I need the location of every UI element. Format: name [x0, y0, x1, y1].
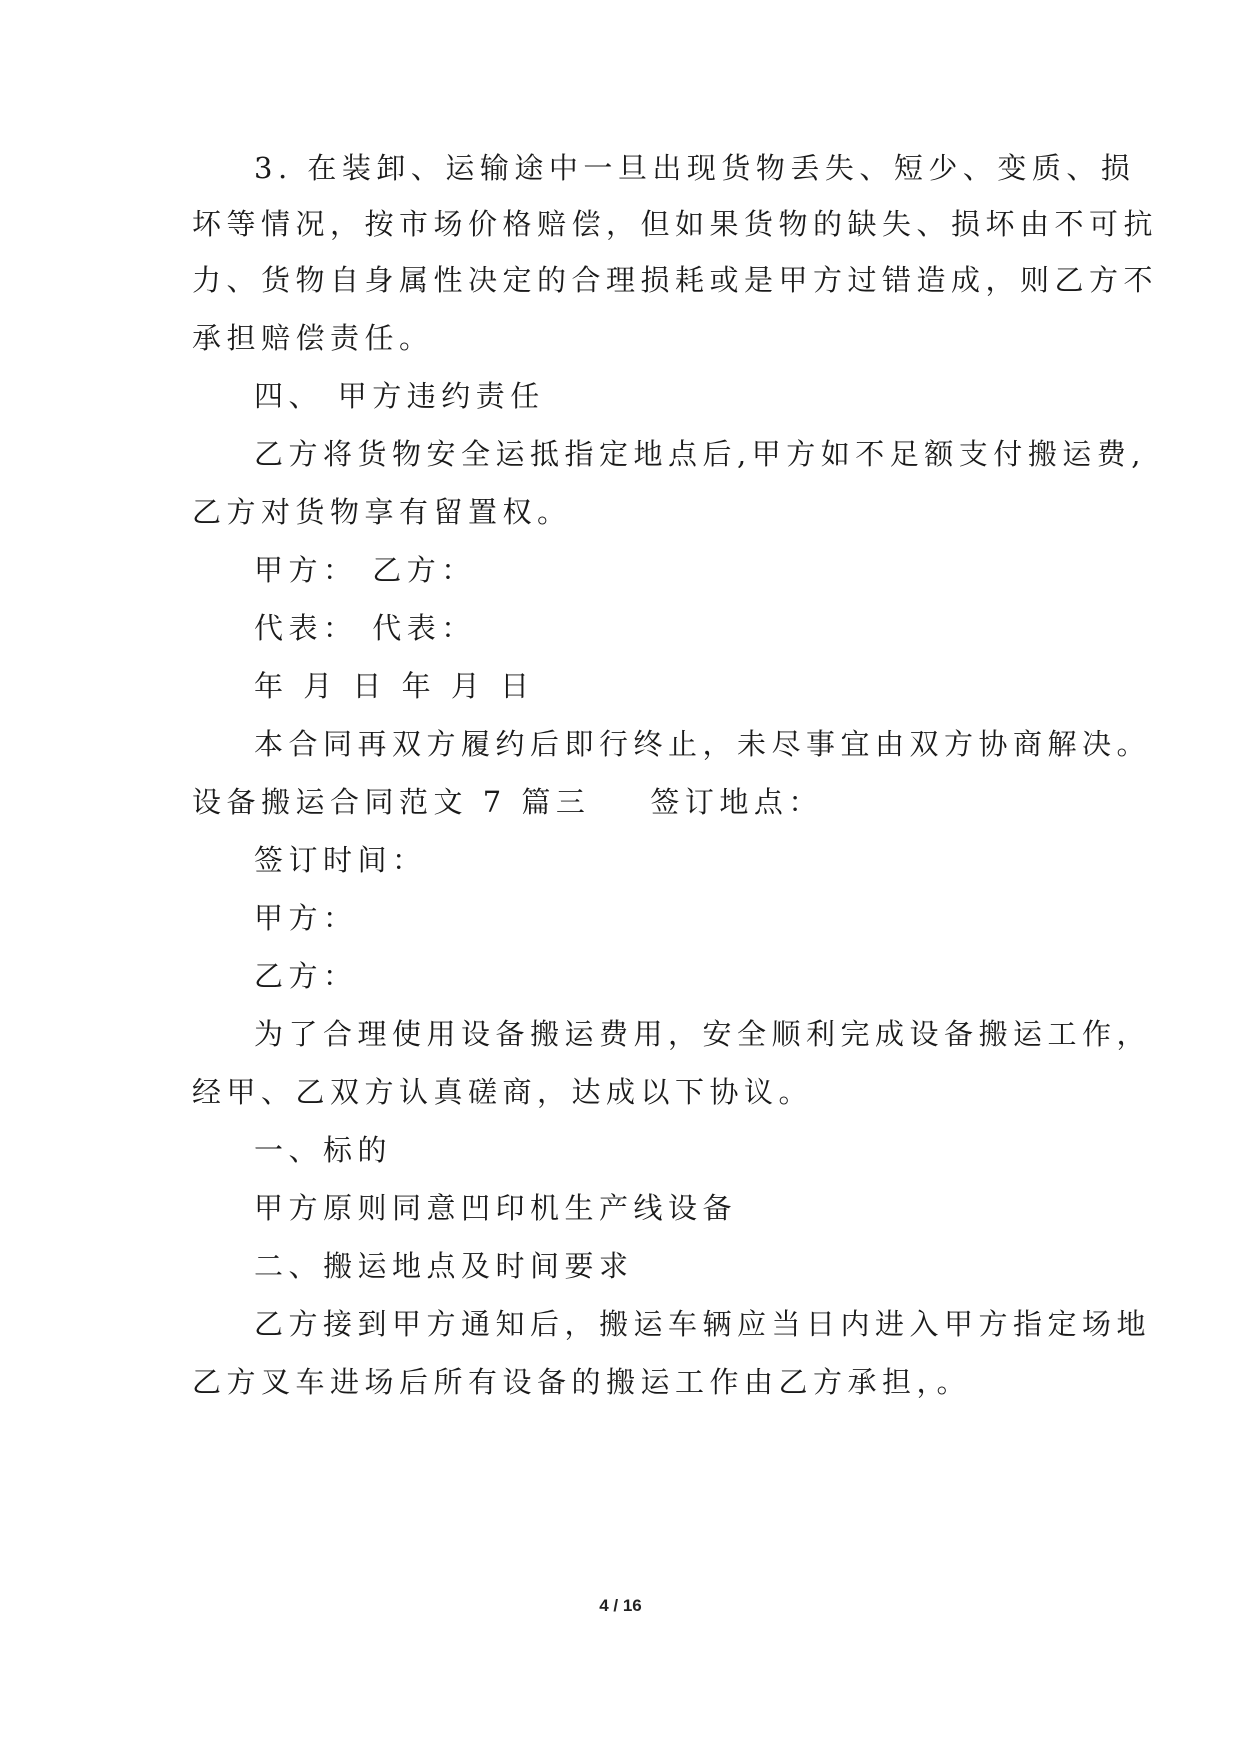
section-heading: 一、标的 [254, 1133, 393, 1167]
paragraph-line: 3. 在装卸、运输途中一旦出现货物丢失、短少、变质、损 [254, 151, 1136, 185]
paragraph-line: 坏等情况，按市场价格赔偿，但如果货物的缺失、损坏由不可抗 [192, 207, 1159, 241]
paragraph-line: 力、货物自身属性决定的合理损耗或是甲方过错造成，则乙方不 [192, 263, 1159, 297]
signature-date-line: 年 月 日 年 月 日 [254, 669, 535, 703]
party-a-label: 甲方： [254, 901, 358, 935]
signature-parties-line: 甲方： 乙方： [254, 553, 476, 587]
paragraph-line: 乙方叉车进场后所有设备的搬运工作由乙方承担，。 [192, 1365, 972, 1399]
signature-representatives-line: 代表： 代表： [254, 611, 476, 645]
paragraph-line: 乙方接到甲方通知后，搬运车辆应当日内进入甲方指定场地 [254, 1307, 1152, 1341]
contract-title-line [192, 782, 823, 822]
paragraph-line: 承担赔偿责任。 [192, 321, 434, 355]
paragraph-line: 为了合理使用设备搬运费用，安全顺利完成设备搬运工作， [254, 1017, 1152, 1051]
paragraph-line: 甲方原则同意凹印机生产线设备 [254, 1191, 738, 1225]
contract-title: 设备搬运合同范文 7 篇三 [192, 785, 591, 819]
paragraph-line: 乙方将货物安全运抵指定地点后,甲方如不足额支付搬运费, [254, 437, 1146, 471]
section-heading: 四、 甲方违约责任 [254, 379, 545, 413]
paragraph-line: 本合同再双方履约后即行终止，未尽事宜由双方协商解决。 [254, 727, 1152, 761]
party-b-label: 乙方： [254, 959, 358, 993]
section-heading: 二、搬运地点及时间要求 [254, 1249, 634, 1283]
signing-time-label: 签订时间： [254, 843, 427, 877]
page-number: 4 / 16 [599, 1596, 642, 1615]
paragraph-line: 乙方对货物享有留置权。 [192, 495, 572, 529]
paragraph-line: 经甲、乙双方认真磋商，达成以下协议。 [192, 1075, 814, 1109]
signing-place-label: 签订地点： [650, 785, 823, 819]
